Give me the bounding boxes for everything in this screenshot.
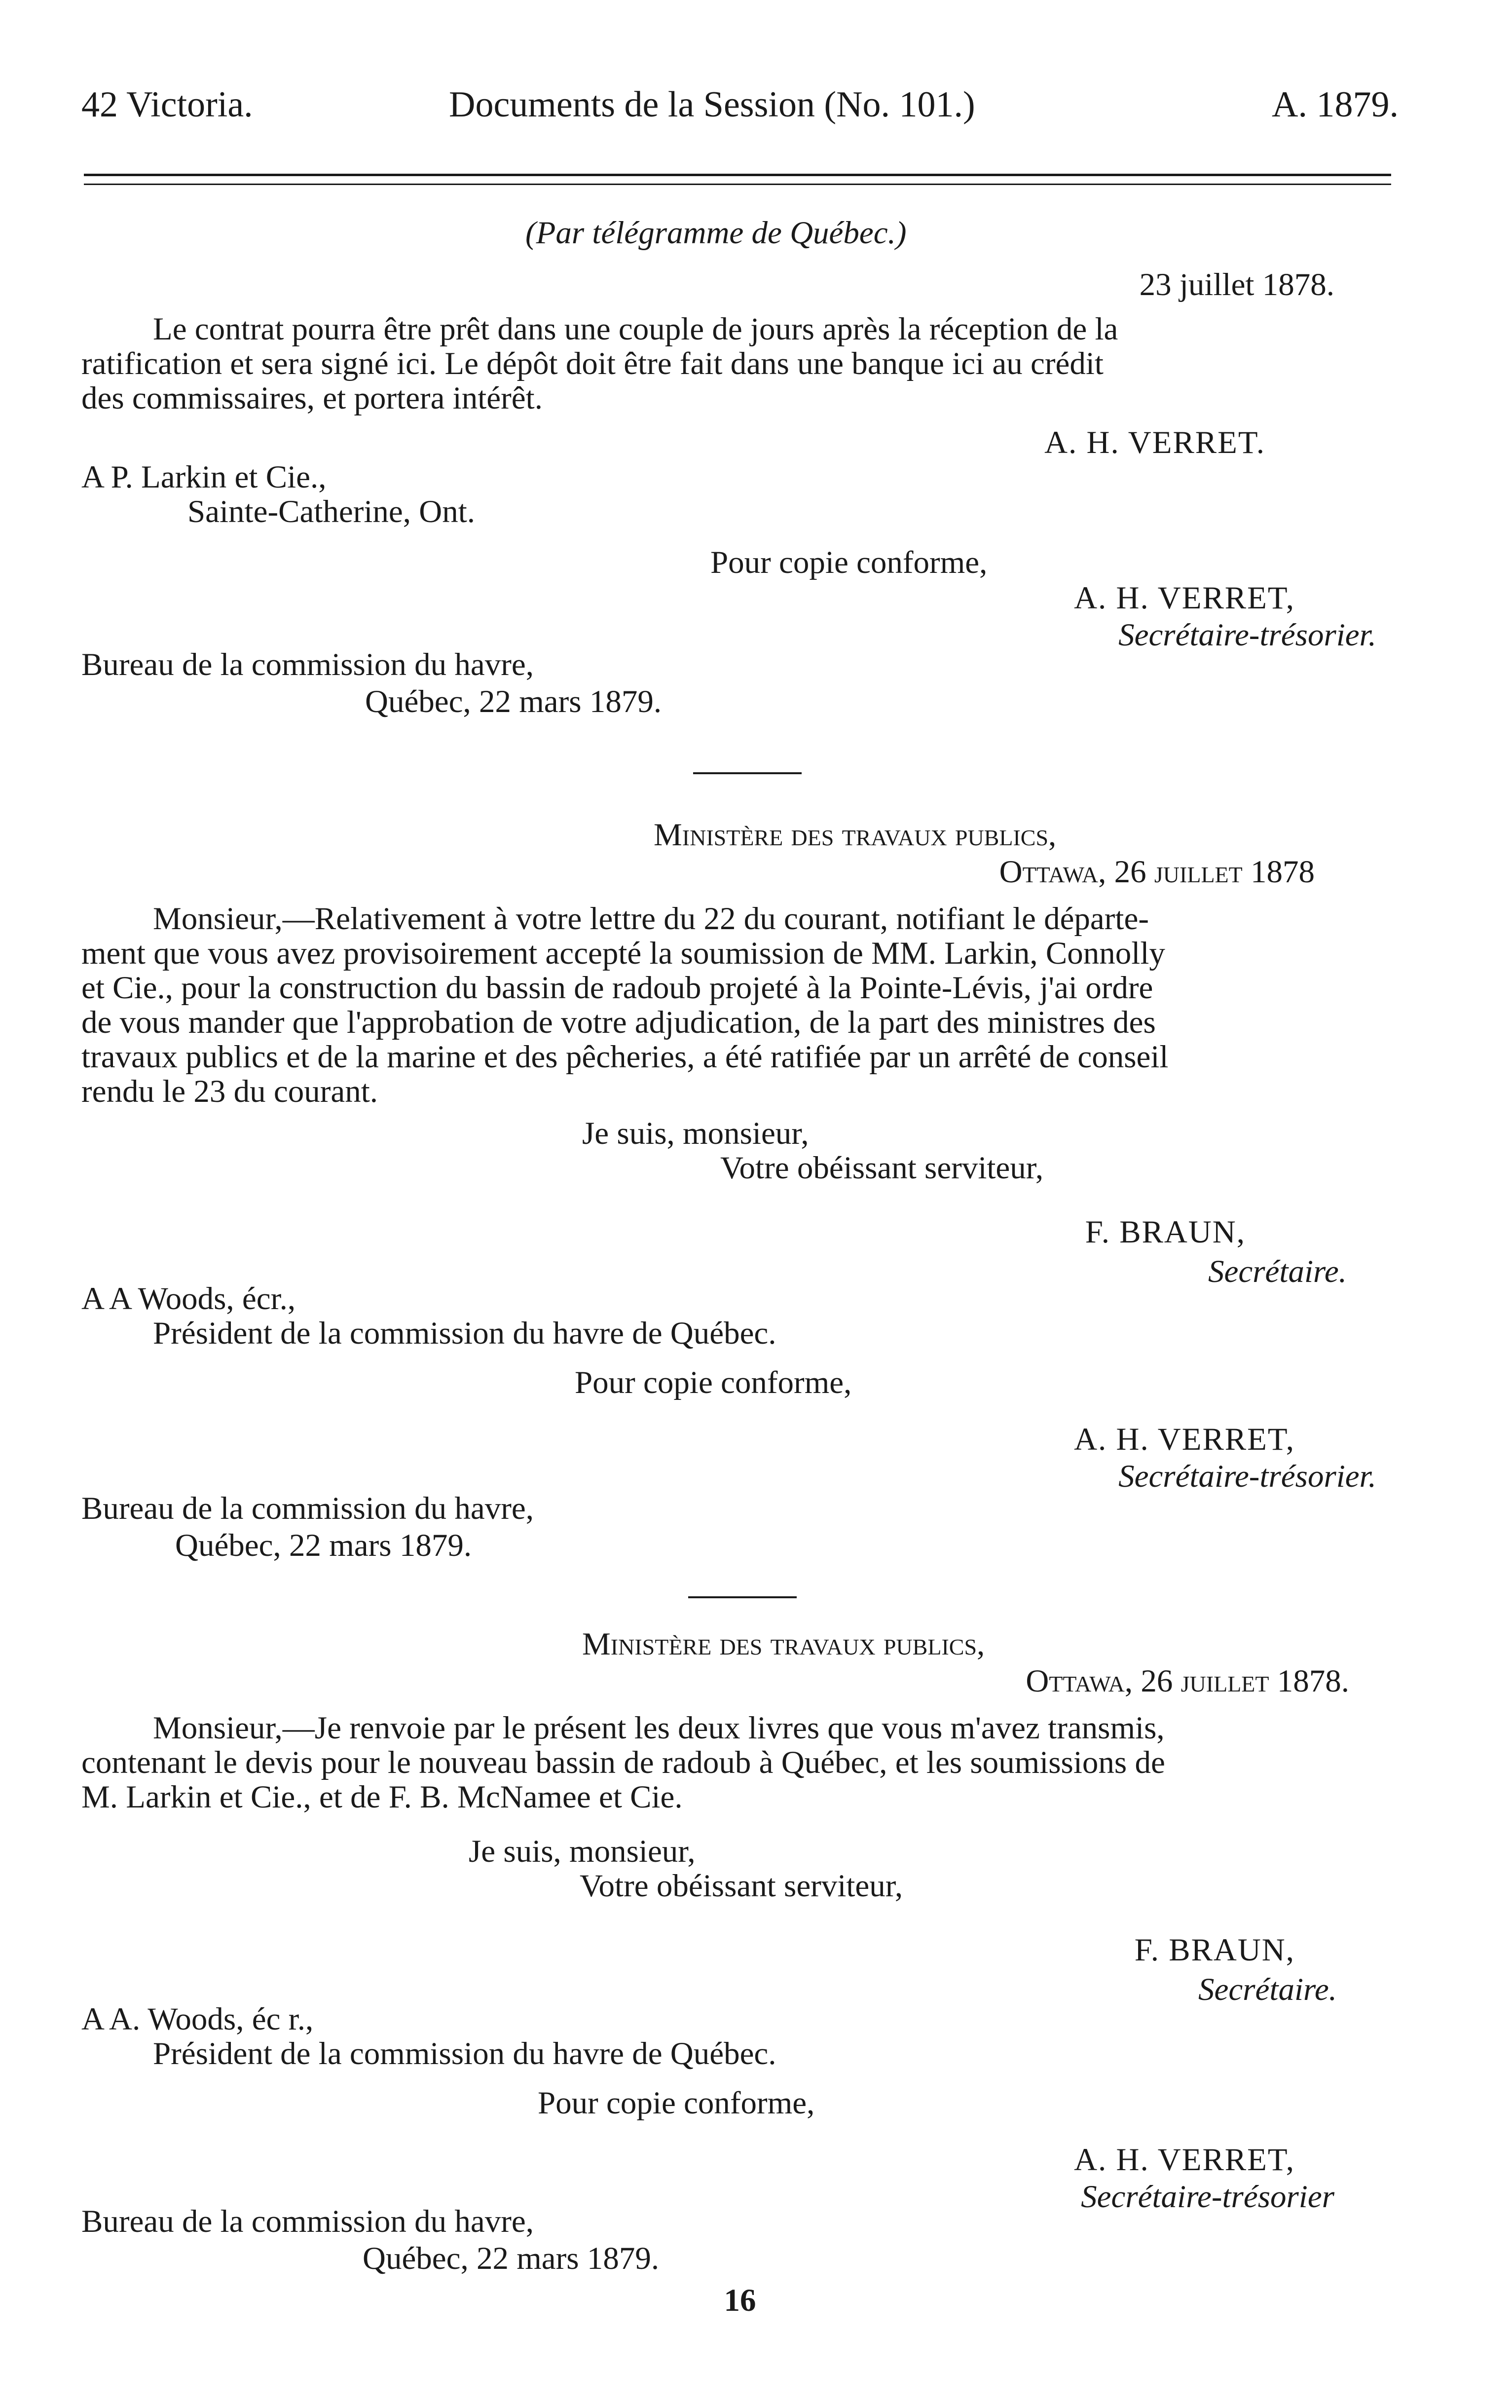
letter-copy-title: Secrétaire-trésorier. xyxy=(1118,1459,1376,1494)
letter-closing-servant: Votre obéissant serviteur, xyxy=(720,1150,1044,1186)
header-left: 42 Victoria. xyxy=(81,84,253,125)
letter-copy-label: Pour copie conforme, xyxy=(575,1365,852,1400)
letter-body-line: et Cie., pour la construction du bassin de radoub projeté à la Pointe-Lévis, j'ai ordre xyxy=(81,970,1153,1006)
telegram-copy-title: Secrétaire-trésorier. xyxy=(1118,617,1376,653)
letter-copy-title: Secrétaire-trésorier xyxy=(1081,2179,1334,2215)
telegram-copy-signer: A. H. VERRET, xyxy=(1074,580,1295,616)
letter-addressee-title: Président de la commission du havre de Québec. xyxy=(153,2036,776,2071)
header-rule-top xyxy=(84,174,1391,176)
letter-copy-signer: A. H. VERRET, xyxy=(1074,1422,1295,1457)
letter-copy-label: Pour copie conforme, xyxy=(538,2085,815,2121)
page-number: 16 xyxy=(724,2283,756,2318)
letter-addressee-name: A A Woods, écr., xyxy=(81,1281,296,1317)
letter-ministry: Ministère des travaux publics, xyxy=(654,817,1057,853)
letter-signer-title: Secrétaire. xyxy=(1208,1254,1347,1289)
letter-closing: Je suis, monsieur, xyxy=(469,1834,696,1869)
letter-closing: Je suis, monsieur, xyxy=(582,1116,809,1151)
letter-addressee-name: A A. Woods, éc r., xyxy=(81,2001,314,2037)
telegram-date: 23 juillet 1878. xyxy=(1139,267,1334,302)
letter-place-date: Ottawa, 26 juillet 1878. xyxy=(1026,1663,1349,1699)
header-center: Documents de la Session (No. 101.) xyxy=(449,84,975,125)
letter-place-date: Ottawa, 26 juillet 1878 xyxy=(999,854,1315,890)
letter-body-line: ment que vous avez provisoirement accepté la soumission de MM. Larkin, Connolly xyxy=(81,936,1165,971)
telegram-addressee-place: Sainte-Catherine, Ont. xyxy=(187,494,476,529)
telegram-copy-label: Pour copie conforme, xyxy=(710,545,988,580)
letter-office-date: Québec, 22 mars 1879. xyxy=(363,2241,660,2276)
letter-office-line: Bureau de la commission du havre, xyxy=(81,1491,534,1526)
telegram-signer: A. H. VERRET. xyxy=(1044,425,1265,460)
letter-copy-signer: A. H. VERRET, xyxy=(1074,2142,1295,2178)
letter-body-line: M. Larkin et Cie., et de F. B. McNamee et Cie. xyxy=(81,1779,683,1815)
telegram-office-date: Québec, 22 mars 1879. xyxy=(365,684,662,719)
letter-body-line: travaux publics et de la marine et des pêcheries, a été ratifiée par un arrêté de conseil xyxy=(81,1039,1169,1075)
telegram-body-line: ratification et sera signé ici. Le dépôt doit être fait dans une banque ici au crédit xyxy=(81,346,1104,381)
section-divider xyxy=(693,772,802,774)
letter-closing-servant: Votre obéissant serviteur, xyxy=(580,1868,903,1904)
letter-body-line: contenant le devis pour le nouveau bassin de radoub à Québec, et les soumissions de xyxy=(81,1745,1165,1780)
letter-signer: F. BRAUN, xyxy=(1085,1214,1246,1250)
header-right: A. 1879. xyxy=(1272,84,1399,125)
letter-body-line: rendu le 23 du courant. xyxy=(81,1074,378,1109)
telegram-via: (Par télégramme de Québec.) xyxy=(525,215,907,251)
section-divider xyxy=(688,1596,797,1598)
letter-ministry: Ministère des travaux publics, xyxy=(582,1626,985,1662)
letter-body-line: de vous mander que l'approbation de votre adjudication, de la part des ministres des xyxy=(81,1005,1156,1040)
letter-addressee-title: Président de la commission du havre de Québec. xyxy=(153,1316,776,1351)
letter-signer: F. BRAUN, xyxy=(1134,1932,1295,1968)
letter-office-line: Bureau de la commission du havre, xyxy=(81,2204,534,2239)
telegram-body-line: Le contrat pourra être prêt dans une couple de jours après la réception de la xyxy=(153,311,1118,347)
letter-signer-title: Secrétaire. xyxy=(1198,1972,1337,2007)
telegram-office-line: Bureau de la commission du havre, xyxy=(81,647,534,682)
letter-body-line: Monsieur,—Je renvoie par le présent les deux livres que vous m'avez transmis, xyxy=(153,1710,1165,1746)
letter-office-date: Québec, 22 mars 1879. xyxy=(175,1528,472,1563)
telegram-body-line: des commissaires, et portera intérêt. xyxy=(81,380,543,416)
telegram-addressee-name: A P. Larkin et Cie., xyxy=(81,459,327,495)
header-rule-bottom xyxy=(84,184,1391,185)
letter-body-line: Monsieur,—Relativement à votre lettre du 22 du courant, notifiant le départe- xyxy=(153,901,1149,937)
